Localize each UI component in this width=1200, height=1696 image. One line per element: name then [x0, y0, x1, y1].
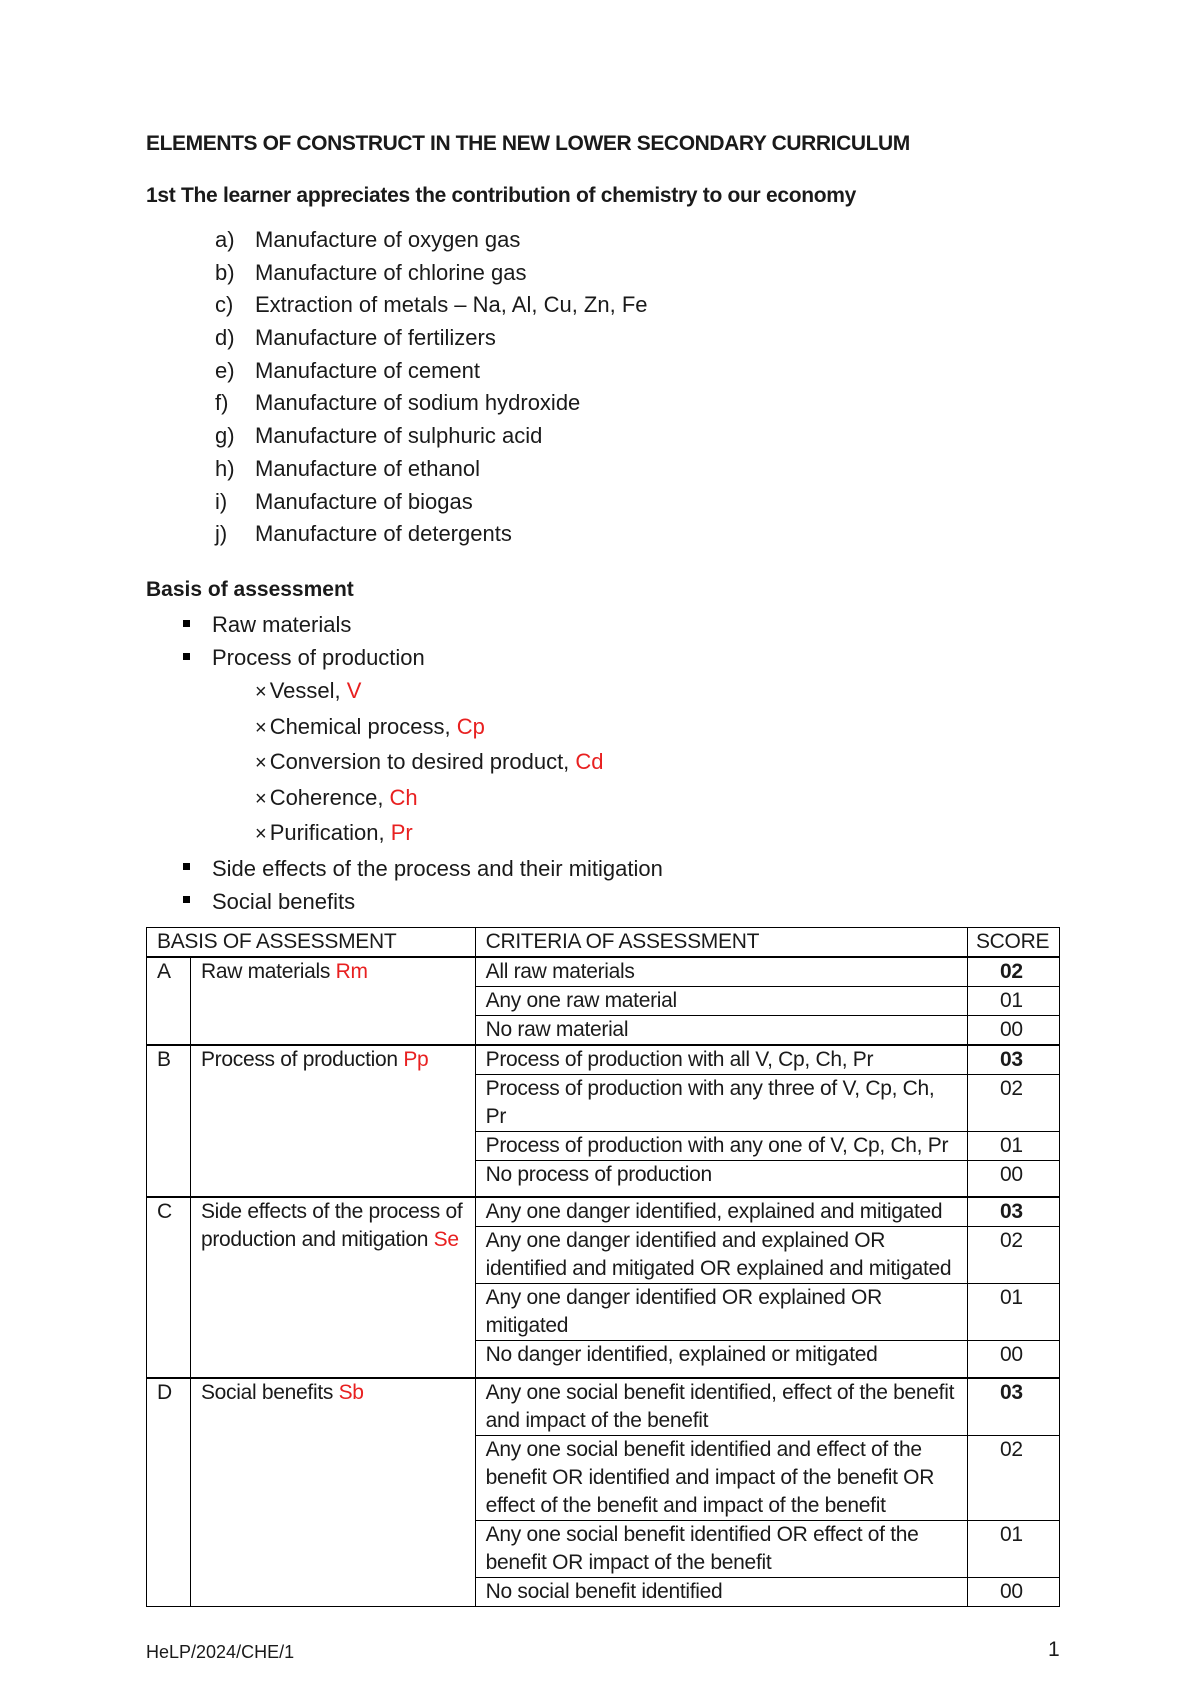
score-cell: 02 — [967, 957, 1059, 987]
sub-item-label: Vessel, — [269, 678, 347, 703]
learning-objective: 1st The learner appreciates the contribution of chemistry to our economy — [146, 184, 857, 207]
square-bullet-icon — [183, 863, 190, 870]
score-cell: 03 — [967, 1197, 1059, 1227]
header-basis: BASIS OF ASSESSMENT — [147, 928, 476, 958]
assessment-table — [146, 927, 1060, 1607]
list-item — [215, 257, 648, 290]
list-item-letter: c) — [215, 292, 234, 318]
table-header-row — [147, 928, 1060, 958]
list-item-text: Manufacture of sodium hydroxide — [255, 390, 581, 416]
square-bullet-icon — [183, 653, 190, 660]
sub-item — [255, 781, 663, 817]
header-score: SCORE — [967, 928, 1059, 958]
score-cell: 00 — [967, 1578, 1059, 1607]
score-cell: 01 — [967, 1521, 1059, 1578]
criteria-cell: Process of production with any three of V, Cp, Ch, Pr — [475, 1075, 967, 1132]
criteria-cell: Any one social benefit identified, effect of the benefit and impact of the benefit — [475, 1378, 967, 1436]
list-item-letter: f) — [215, 390, 229, 416]
list-item-text: Manufacture of ethanol — [255, 455, 481, 481]
list-item-text: Manufacture of fertilizers — [255, 325, 496, 351]
criteria-cell: Any one social benefit identified and effect of the benefit OR identified and impact of the benefit OR effect of the benefit and impact of the benefit — [475, 1436, 967, 1521]
block-code: Pp — [403, 1048, 429, 1071]
block-label — [190, 1045, 475, 1197]
list-item-text: Manufacture of detergents — [255, 521, 512, 547]
score-cell: 03 — [967, 1045, 1059, 1075]
score-cell: 01 — [967, 1132, 1059, 1161]
square-bullet-icon — [183, 896, 190, 903]
score-cell: 00 — [967, 1161, 1059, 1198]
criteria-cell: Any one danger identified OR explained OR mitigated — [475, 1284, 967, 1341]
table-row — [147, 1045, 1060, 1075]
table-row — [147, 957, 1060, 987]
list-item-letter: i) — [215, 488, 228, 514]
footer-document-code: HeLP/2024/CHE/1 — [146, 1642, 295, 1662]
list-item — [215, 387, 648, 420]
score-cell: 01 — [967, 987, 1059, 1016]
block-label — [190, 1197, 475, 1378]
bullet-text: Social benefits — [212, 888, 356, 914]
criteria-cell: No danger identified, explained or mitigated — [475, 1341, 967, 1379]
block-label — [190, 957, 475, 1045]
list-item-letter: d) — [215, 325, 235, 351]
bullet-text: Process of production — [212, 645, 425, 670]
sub-item-code: Cp — [456, 713, 485, 739]
bullet-item — [183, 852, 663, 885]
criteria-cell: Process of production with all V, Cp, Ch, Pr — [475, 1045, 967, 1075]
block-label-text: Side effects of the process of production and mitigation — [200, 1200, 463, 1251]
sub-item — [255, 710, 663, 746]
block-letter: C — [147, 1197, 191, 1378]
bullet-item — [183, 608, 663, 641]
list-item — [215, 453, 648, 486]
cross-bullet-icon: × — [255, 681, 267, 703]
criteria-cell: Process of production with any one of V, Cp, Ch, Pr — [475, 1132, 967, 1161]
cross-bullet-icon: × — [255, 823, 267, 845]
score-cell: 00 — [967, 1016, 1059, 1046]
list-item-text: Extraction of metals – Na, Al, Cu, Zn, Fe — [255, 292, 648, 318]
table-row — [147, 1378, 1060, 1436]
basis-bullet-list — [183, 608, 663, 918]
block-letter: A — [147, 957, 191, 1045]
criteria-cell: No process of production — [475, 1161, 967, 1198]
list-item-letter: h) — [215, 455, 235, 481]
list-item — [215, 486, 648, 519]
sub-item-code: Pr — [390, 820, 413, 845]
block-label-text: Raw materials — [200, 960, 336, 983]
score-cell: 02 — [967, 1436, 1059, 1521]
list-item-letter: b) — [215, 259, 235, 285]
list-item-text: Manufacture of chlorine gas — [255, 259, 527, 285]
criteria-cell: All raw materials — [475, 957, 967, 987]
score-cell: 02 — [967, 1227, 1059, 1284]
list-item-text: Manufacture of biogas — [255, 488, 473, 514]
criteria-cell: Any one social benefit identified OR effect of the benefit OR impact of the benefit — [475, 1521, 967, 1578]
criteria-cell: No raw material — [475, 1016, 967, 1046]
list-item — [215, 322, 648, 355]
score-cell: 00 — [967, 1341, 1059, 1379]
cross-bullet-icon: × — [255, 752, 267, 774]
list-item — [215, 420, 648, 453]
list-item — [215, 289, 648, 322]
sub-item — [255, 674, 663, 710]
list-item-letter: a) — [215, 227, 235, 252]
table-row — [147, 1197, 1060, 1227]
block-letter: B — [147, 1045, 191, 1197]
block-label-text: Social benefits — [200, 1381, 339, 1404]
score-cell: 02 — [967, 1075, 1059, 1132]
cross-bullet-icon: × — [255, 787, 267, 810]
criteria-cell: Any one danger identified, explained and mitigated — [475, 1197, 967, 1227]
bullet-item — [183, 641, 663, 852]
bullet-text: Side effects of the process and their mitigation — [212, 855, 663, 881]
sub-item-code: Ch — [389, 784, 418, 810]
topic-list — [215, 224, 648, 551]
list-item-letter: g) — [215, 423, 235, 449]
bullet-item — [183, 885, 663, 918]
square-bullet-icon — [183, 620, 190, 627]
block-label-text: Process of production — [200, 1048, 404, 1071]
block-label — [190, 1378, 475, 1607]
score-cell: 01 — [967, 1284, 1059, 1341]
block-code: Rm — [335, 960, 368, 983]
criteria-cell: No social benefit identified — [475, 1578, 967, 1607]
page-number: 1 — [1048, 1638, 1060, 1661]
sub-item-code: Cd — [575, 749, 604, 774]
document-title: ELEMENTS OF CONSTRUCT IN THE NEW LOWER SECONDARY CURRICULUM — [146, 132, 910, 155]
header-criteria: CRITERIA OF ASSESSMENT — [475, 928, 967, 958]
list-item-text: Manufacture of oxygen gas — [255, 227, 521, 252]
bullet-text: Raw materials — [212, 612, 352, 637]
block-code: Sb — [338, 1381, 364, 1404]
criteria-cell: Any one raw material — [475, 987, 967, 1016]
basis-heading: Basis of assessment — [146, 578, 354, 601]
list-item — [215, 518, 648, 551]
block-letter: D — [147, 1378, 191, 1607]
score-cell: 03 — [967, 1378, 1059, 1436]
sub-item — [255, 816, 663, 852]
sub-item-label: Coherence, — [269, 784, 390, 810]
block-code: Se — [433, 1228, 459, 1251]
criteria-cell: Any one danger identified and explained OR identified and mitigated OR explained and mitigated — [475, 1227, 967, 1284]
sub-item-label: Chemical process, — [269, 713, 457, 739]
process-sublist — [183, 674, 663, 852]
list-item-text: Manufacture of cement — [255, 357, 481, 383]
sub-item — [255, 745, 663, 781]
list-item-letter: j) — [215, 521, 228, 547]
sub-item-label: Purification, — [269, 820, 391, 845]
cross-bullet-icon: × — [255, 716, 267, 739]
sub-item-label: Conversion to desired product, — [269, 749, 576, 774]
list-item-text: Manufacture of sulphuric acid — [255, 423, 543, 449]
sub-item-code: V — [346, 678, 362, 703]
list-item — [215, 355, 648, 388]
list-item — [215, 224, 648, 257]
list-item-letter: e) — [215, 357, 235, 383]
